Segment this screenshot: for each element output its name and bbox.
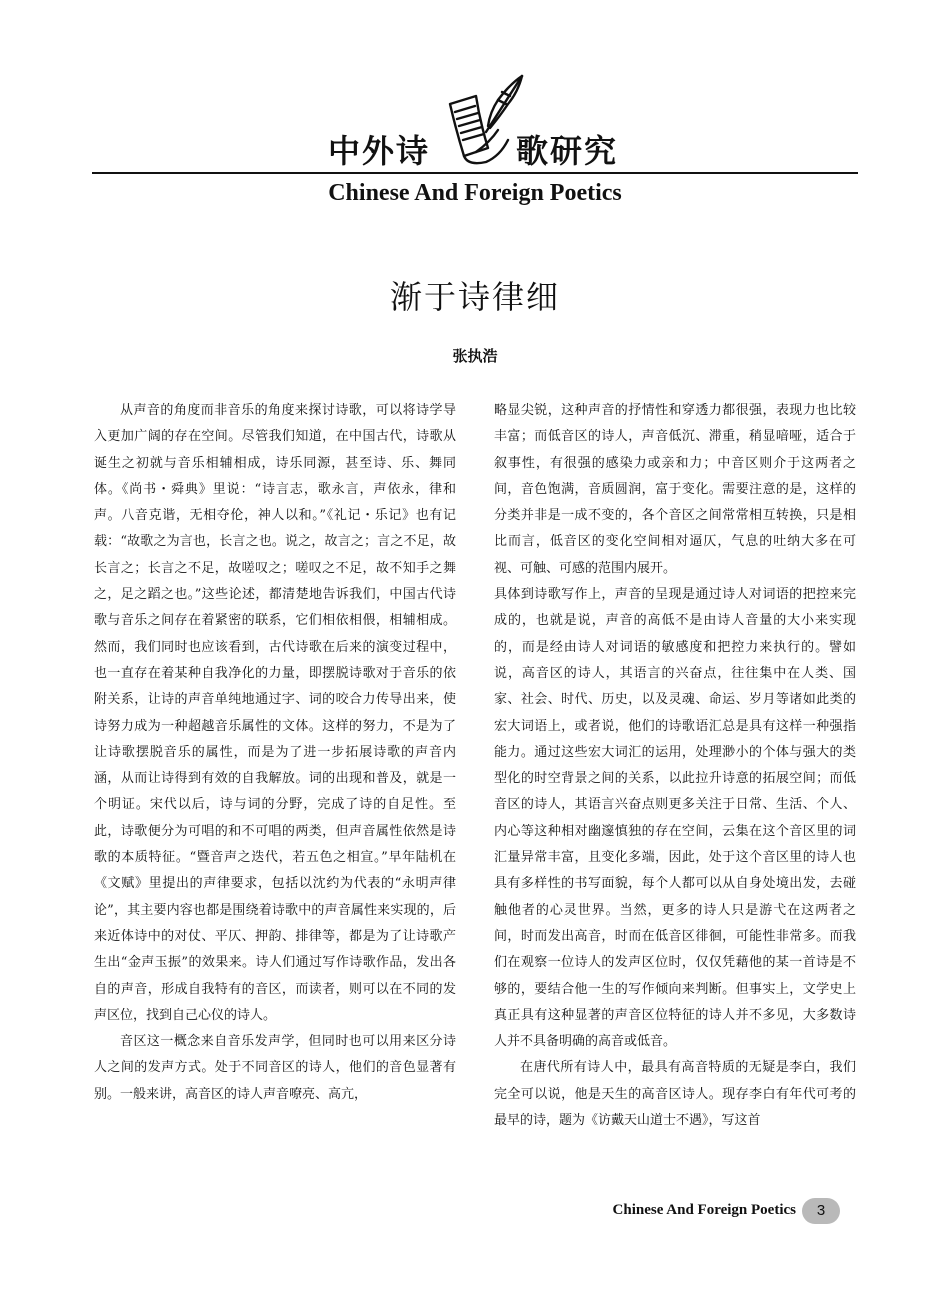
body-column-left bbox=[94, 398, 456, 1108]
article-title: 渐于诗律细 bbox=[389, 278, 560, 316]
quill-paper-icon bbox=[428, 70, 528, 170]
body-paragraph: 在唐代所有诗人中，最具有高音特质的无疑是李白，我们完全可以说，他是天生的高音区诗人。现存李白有年代可考的最早的诗，题为《访戴天山道士不遇》，写这首 bbox=[494, 1060, 856, 1129]
body-paragraph: 从声音的角度而非音乐的角度来探讨诗歌，可以将诗学导入更加广阔的存在空间。尽管我们知道，在中国古代，诗歌从诞生之初就与音乐相辅相成，诗乐同源，甚至诗、乐、舞同体。《尚书・舜典》里说：“诗言志，歌永言，声依永，律和声。八音克谐，无相夺伦，神人以和。”《礼记・乐记》也有记载：“故歌之为言也，长言之也。说之，故言之；言之不足，故长言之；长言之不足，故嗟叹之；嗟叹之不足，故不知手之舞之，足之蹈之也。”这些论述，都清楚地告诉我们，中国古代诗歌与音乐之间存在着紧密的联系，它们相依相偎，相辅相成。然而，我们同时也应该看到，古代诗歌在后来的演变过程中，也一直存在着某种自我净化的力量，即摆脱诗歌对于音乐的依附关系，让诗的声音单纯地通过字、词的咬合力传导出来，使诗努力成为一种超越音乐属性的文体。这样的努力，不是为了让诗歌摆脱音乐的属性，而是为了进一步拓展诗歌的声音内涵，从而让诗得到有效的自我解放。词的出现和普及，就是一个明证。宋代以后，诗与词的分野，完成了诗的自足性。至此，诗歌便分为可唱的和不可唱的两类，但声音属性依然是诗歌的本质特征。“暨音声之迭代，若五色之相宣。”早年陆机在《文赋》里提出的声律要求，包括以沈约为代表的“永明声律论”，其主要内容也都是围绕着诗歌中的声音属性来实现的，后来近体诗中的对仗、平仄、押韵、排律等，都是为了让诗歌产生出“金声玉振”的效果来。诗人们通过写作诗歌作品，发出各自的声音，形成自我特有的音区，而读者，则可以在不同的发声区位，找到自己心仪的诗人。 bbox=[94, 403, 456, 1023]
masthead bbox=[0, 70, 950, 175]
masthead-rule bbox=[92, 172, 858, 174]
journal-title-left: 中外诗 bbox=[327, 132, 430, 170]
body-column-right bbox=[494, 398, 856, 1134]
page-number-badge: 3 bbox=[802, 1198, 840, 1224]
body-paragraph: 音区这一概念来自音乐发声学，但同时也可以用来区分诗人之间的发声方式。处于不同音区的诗人，他们的音色显著有别。一般来讲，高音区的诗人声音嘹亮、高亢， bbox=[94, 1034, 456, 1102]
body-paragraph: 具体到诗歌写作上，声音的呈现是通过诗人对词语的把控来完成的，也就是说，声音的高低不是由诗人音量的大小来实现的，而是经由诗人对词语的敏感度和把控力来执行的。譬如说，高音区的诗人，其语言的兴奋点，往往集中在人类、国家、社会、时代、历史，以及灵魂、命运、岁月等诸如此类的宏大词语上，或者说，他们的诗歌语汇总是具有这样一种强指能力。通过这些宏大词汇的运用，处理渺小的个体与强大的类型化的时空背景之间的关系，以此拉升诗意的拓展空间；而低音区的诗人，其语言兴奋点则更多关注于日常、生活、个人、内心等这种相对幽邃慎独的存在空间，云集在这个音区里的词汇量异常丰富，且变化多端，因此，处于这个音区里的诗人也具有多样性的书写面貌，每个人都可以从自身处境出发，去碰触他者的心灵世界。当然，更多的诗人只是游弋在这两者之间，时而发出高音，时而在低音区徘徊，可能性非常多。而我们在观察一位诗人的发声区位时，仅仅凭藉他的某一首诗是不够的，要结合他一生的写作倾向来判断。但事实上，文学史上真正具有这种显著的声音区位特征的诗人并不多见，大多数诗人并不具备明确的高音或低音。 bbox=[494, 587, 856, 1050]
page-footer bbox=[560, 1198, 840, 1226]
article-author: 张执浩 bbox=[452, 347, 498, 365]
journal-title-right: 歌研究 bbox=[516, 132, 619, 170]
footer-journal-name: Chinese And Foreign Poetics bbox=[612, 1202, 796, 1218]
body-paragraph: 略显尖锐，这种声音的抒情性和穿透力都很强，表现力也比较丰富；而低音区的诗人，声音低沉、滞重，稍显喑哑，适合于叙事性，有很强的感染力或亲和力；中音区则介于这两者之间，音色饱满，音质圆润，富于变化。需要注意的是，这样的分类并非是一成不变的，各个音区之间常常相互转换，只是相比而言，低音区的变化空间相对逼仄，气息的吐纳大多在可视、可触、可感的范围内展开。 bbox=[494, 403, 856, 576]
journal-subtitle: Chinese And Foreign Poetics bbox=[328, 180, 622, 206]
